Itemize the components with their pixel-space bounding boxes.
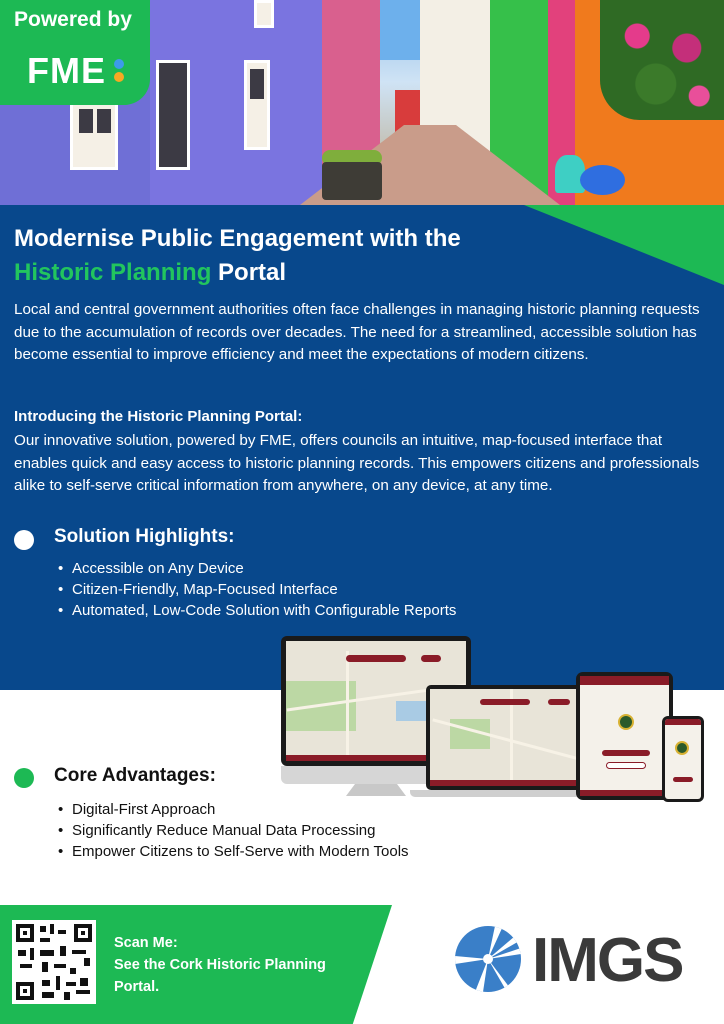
intro-paragraph: Local and central government authorities often face challenges in managing historic planning requests due to the accumulation of records over decades. The need for a streamlined, accessible solution has become essential to improve efficiency and meet the expectations of modern citizens.: [14, 301, 700, 363]
green-corner-accent: [524, 205, 724, 285]
scan-me-description-2: Portal.: [114, 979, 160, 995]
title-line-2: [14, 256, 461, 290]
fme-logo-dots-icon: [114, 59, 126, 85]
list-item: • Citizen-Friendly, Map-Focused Interface: [56, 579, 456, 600]
intro-section: [0, 205, 724, 690]
advantages-list: [56, 799, 409, 862]
highlights-list: [56, 558, 456, 621]
highlights-title: Solution Highlights:: [54, 526, 235, 547]
introducing-heading: Introducing the Historic Planning Portal:: [14, 408, 303, 425]
planter: [322, 162, 382, 200]
imgs-logo-text: IMGS: [532, 926, 683, 995]
powered-by-label: Powered by: [14, 8, 132, 31]
introducing-paragraph: Our innovative solution, powered by FME, offers councils an intuitive, map-focused interface that enables quick and easy access to historic planning records. This empowers citizens and professionals alike to self-serve critical information from anywhere, on any device, at any time.: [14, 432, 700, 494]
imgs-logo-icon: [455, 926, 521, 992]
doorway: [156, 60, 190, 170]
advantages-bullet-icon: [14, 768, 34, 788]
highlights-bullet-icon: [14, 530, 34, 550]
list-item: • Accessible on Any Device: [56, 558, 456, 579]
blue-chair: [580, 165, 625, 195]
window: [254, 0, 274, 28]
sky: [380, 0, 425, 60]
pink-building: [322, 0, 380, 165]
phone-mockup: [662, 716, 704, 802]
list-item: • Automated, Low-Code Solution with Configurable Reports: [56, 600, 456, 621]
desktop-stand: [346, 784, 406, 796]
window: [70, 100, 118, 170]
list-item: • Empower Citizens to Self-Serve with Modern Tools: [56, 841, 409, 862]
list-item: • Digital-First Approach: [56, 799, 409, 820]
fme-logo-text: FME: [27, 50, 106, 91]
window: [244, 60, 270, 150]
scan-me-text: [114, 932, 326, 998]
powered-by-badge: [0, 0, 150, 105]
title-line-1: Modernise Public Engagement with the: [14, 225, 461, 252]
advantages-title: Core Advantages:: [54, 765, 216, 786]
page-title: [14, 222, 461, 290]
scan-me-label: Scan Me:: [114, 935, 178, 951]
scan-me-description: See the Cork Historic Planning: [114, 957, 326, 973]
qr-code-icon[interactable]: [12, 920, 96, 1004]
title-highlight: Historic Planning: [14, 259, 212, 286]
laptop-mockup: [426, 685, 589, 790]
list-item: • Significantly Reduce Manual Data Processing: [56, 820, 409, 841]
hanging-flowers: [600, 0, 724, 120]
tablet-mockup: [576, 672, 673, 800]
title-rest: Portal: [211, 259, 287, 286]
